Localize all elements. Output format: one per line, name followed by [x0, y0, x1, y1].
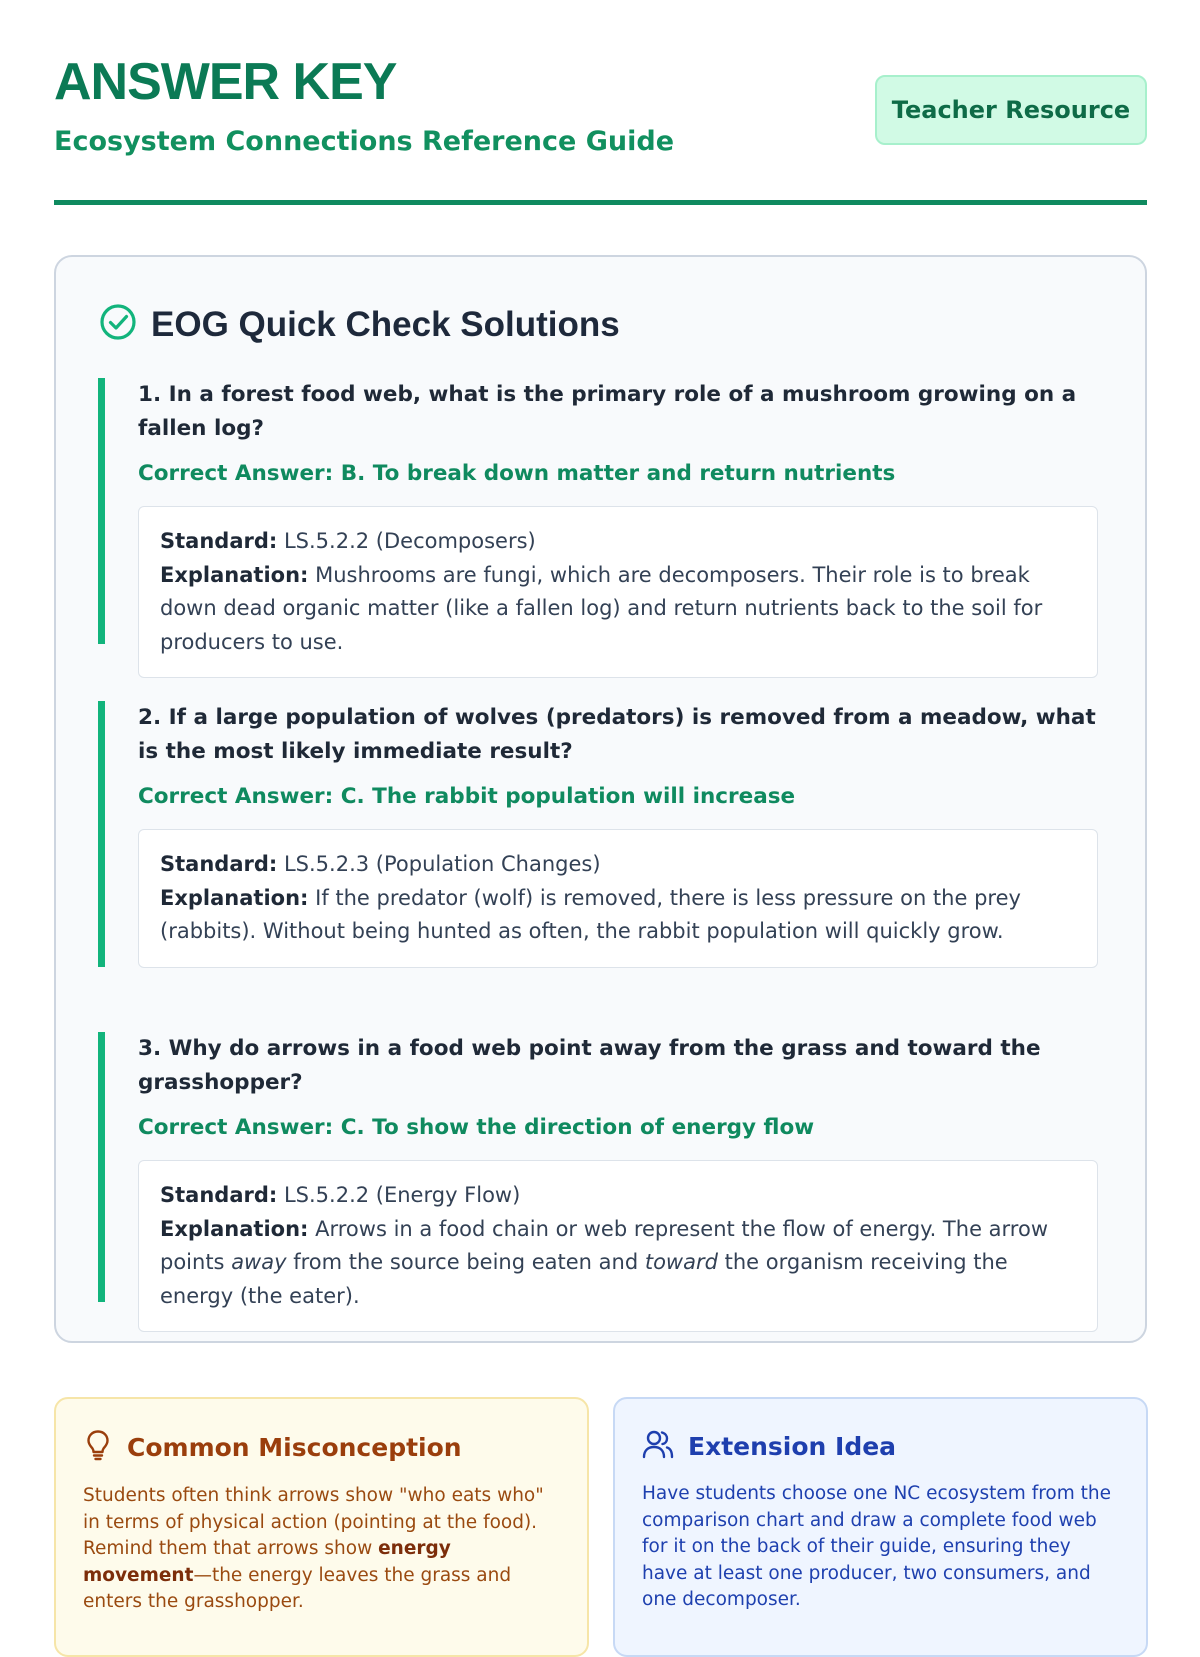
question-item	[98, 701, 1098, 967]
explanation-box	[138, 829, 1098, 968]
misconception-text-1: Students often think arrows show "who eats who" in terms of physical action (pointing at the food). Remind them that arrows show	[83, 1485, 544, 1559]
standard-line	[160, 525, 1075, 559]
emphasis-away: away	[231, 1250, 287, 1274]
question-text: 2. If a large population of wolves (predators) is removed from a meadow, what is the most likely immediate result?	[138, 705, 1096, 764]
standard-value: LS.5.2.3 (Population Changes)	[283, 852, 601, 876]
quick-check-title: EOG Quick Check Solutions	[151, 304, 620, 344]
extension-title: Extension Idea	[688, 1431, 897, 1461]
explanation-text: Mushrooms are fungi, which are decomposers. Their role is to break down dead organic matter (like a fallen log) and return nutrients back to the soil for producers to use.	[160, 562, 1043, 654]
explanation-line	[160, 882, 1075, 949]
explanation-text: If the predator (wolf) is removed, there is less pressure on the prey (rabbits). Without being hunted as often, the rabbit population will quickly grow.	[160, 885, 1021, 943]
extension-body: Have students choose one NC ecosystem from the comparison chart and draw a complete food web for it on the back of their guide, ensuring they have at least one producer, two consumers, and one decomposer.	[642, 1483, 1112, 1610]
misconception-text-2: —the energy leaves the grass and enters the grasshopper.	[83, 1564, 512, 1612]
question-text: 3. Why do arrows in a food web point away from the grass and toward the grasshopper?	[138, 1036, 1041, 1095]
question-text: 1. In a forest food web, what is the primary role of a mushroom growing on a fallen log?	[138, 382, 1077, 441]
question-item	[98, 1032, 1098, 1308]
explanation-box	[138, 1160, 1098, 1332]
misconception-heading	[83, 1429, 561, 1465]
misconception-title: Common Misconception	[127, 1432, 462, 1462]
standard-label: Standard:	[160, 852, 278, 876]
answer-key-page	[54, 0, 1147, 1612]
explanation-label: Explanation:	[160, 562, 309, 587]
lightbulb-icon	[83, 1429, 113, 1465]
quick-check-heading	[99, 303, 620, 345]
misconception-body	[83, 1483, 561, 1616]
misconception-emphasis: energy movement	[83, 1538, 451, 1586]
explanation-label: Explanation:	[160, 1216, 309, 1241]
page-header	[54, 0, 1147, 205]
page-subtitle: Ecosystem Connections Reference Guide	[54, 126, 675, 157]
standard-value: LS.5.2.2 (Energy Flow)	[283, 1183, 521, 1207]
extension-card	[613, 1397, 1148, 1657]
question-item	[98, 378, 1098, 654]
check-circle-icon	[99, 303, 137, 345]
standard-label: Standard:	[160, 529, 278, 553]
standard-value: LS.5.2.2 (Decomposers)	[283, 529, 536, 553]
standard-label: Standard:	[160, 1183, 278, 1207]
extension-heading	[642, 1429, 1120, 1463]
explanation-text-3: the organism receiving the energy (the eater).	[160, 1250, 1008, 1308]
page-title: ANSWER KEY	[54, 53, 397, 111]
standard-line	[160, 848, 1075, 882]
correct-answer: Correct Answer: C. The rabbit population will increase	[138, 784, 796, 809]
explanation-line	[160, 559, 1075, 660]
explanation-label: Explanation:	[160, 885, 309, 910]
correct-answer: Correct Answer: C. To show the direction of energy flow	[138, 1115, 815, 1140]
explanation-text-2: from the source being eaten and	[293, 1250, 639, 1274]
standard-line	[160, 1179, 1075, 1213]
explanation-text-1: Arrows in a food chain or web represent the flow of energy. The arrow points	[160, 1216, 1048, 1274]
teacher-resource-badge: Teacher Resource	[875, 75, 1147, 145]
correct-answer: Correct Answer: B. To break down matter and return nutrients	[138, 461, 896, 486]
explanation-box	[138, 506, 1098, 678]
users-icon	[642, 1429, 674, 1463]
misconception-card	[54, 1397, 589, 1657]
quick-check-card	[54, 255, 1147, 1343]
emphasis-toward: toward	[644, 1250, 718, 1274]
explanation-line	[160, 1213, 1075, 1314]
